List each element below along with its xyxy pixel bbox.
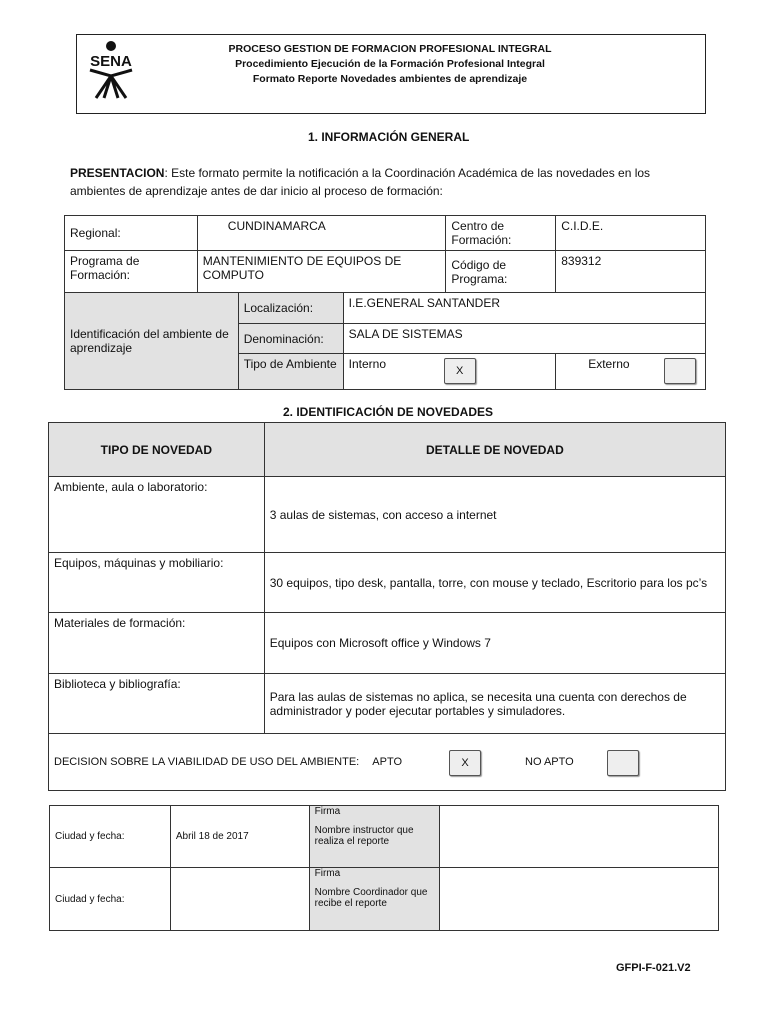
firma-label: Firma (314, 868, 341, 879)
tipo-ambiente-label: Tipo de Ambiente (238, 354, 343, 390)
detalle-cell: Equipos con Microsoft office y Windows 7 (264, 613, 725, 674)
programa-label: Programa de Formación: (65, 251, 198, 293)
decision-label: DECISION SOBRE LA VIABILIDAD DE USO DEL AMBIENTE: (54, 756, 360, 768)
denominacion-label: Denominación: (238, 324, 343, 354)
signature-table (49, 805, 719, 931)
externo-checkbox[interactable] (664, 358, 696, 384)
form-code: GFPI-F-021.V2 (616, 962, 691, 974)
logo-text: SENA (90, 53, 132, 70)
interno-checkbox[interactable]: X (444, 358, 476, 384)
section-2-title: 2. IDENTIFICACIÓN DE NOVEDADES (283, 405, 494, 419)
table-row (49, 674, 726, 734)
section-1-title: 1. INFORMACIÓN GENERAL (308, 130, 470, 144)
firma-coordinador-field[interactable] (439, 868, 719, 931)
ciudad-label: Ciudad y fecha: (50, 868, 171, 931)
centro-value: C.I.D.E. (556, 216, 706, 251)
sena-logo (82, 40, 140, 102)
nombre-instructor-label: Nombre instructor que realiza el reporte (314, 825, 414, 847)
codigo-label: Código de Programa: (446, 251, 556, 293)
ciudad-fecha-value: Abril 18 de 2017 (170, 806, 309, 868)
novedades-table (48, 422, 726, 791)
firma-label: Firma (314, 806, 341, 817)
firma-instructor-cell (309, 806, 439, 868)
ciudad-fecha-value (170, 868, 309, 931)
interno-cell (343, 354, 556, 390)
nombre-coordinador-label: Nombre Coordinador que recibe el reporte (314, 887, 428, 909)
firma-instructor-field[interactable] (439, 806, 719, 868)
apto-checkbox[interactable]: X (449, 750, 481, 776)
codigo-value: 839312 (556, 251, 706, 293)
externo-label: Externo (588, 357, 630, 371)
detalle-cell: 3 aulas de sistemas, con acceso a internet (264, 477, 725, 553)
centro-label: Centro de Formación: (446, 216, 556, 251)
tipo-cell: Materiales de formación: (49, 613, 265, 674)
col-tipo-header: TIPO DE NOVEDAD (49, 423, 265, 477)
header-line-3: Formato Reporte Novedades ambientes de aprendizaje (252, 73, 528, 85)
denominacion-value: SALA DE SISTEMAS (343, 324, 705, 354)
tipo-cell: Ambiente, aula o laboratorio: (49, 477, 265, 553)
presentation-label: PRESENTACION (70, 166, 165, 180)
table-row (49, 553, 726, 613)
general-info-table (64, 215, 706, 390)
ciudad-label: Ciudad y fecha: (50, 806, 171, 868)
apto-label: APTO (372, 756, 403, 768)
no-apto-checkbox[interactable] (607, 750, 639, 776)
firma-coordinador-cell (309, 868, 439, 931)
no-apto-label: NO APTO (525, 756, 574, 768)
detalle-cell: Para las aulas de sistemas no aplica, se necesita una cuenta con derechos de administrador y poder ejecutar portables y simuladores. (264, 674, 725, 734)
col-detalle-header: DETALLE DE NOVEDAD (264, 423, 725, 477)
programa-value: MANTENIMIENTO DE EQUIPOS DE COMPUTO (197, 251, 446, 293)
header-line-1: PROCESO GESTION DE FORMACION PROFESIONAL INTEGRAL (228, 43, 552, 55)
ident-label: Identificación del ambiente de aprendizaje (65, 293, 239, 390)
regional-label: Regional: (65, 216, 198, 251)
table-row (49, 613, 726, 674)
header-titles (190, 42, 590, 87)
decision-row (49, 734, 726, 791)
tipo-cell: Biblioteca y bibliografía: (49, 674, 265, 734)
tipo-cell: Equipos, máquinas y mobiliario: (49, 553, 265, 613)
regional-value: CUNDINAMARCA (197, 216, 446, 251)
externo-cell (556, 354, 706, 390)
presentation-text: : Este formato permite la notificación a la Coordinación Académica de las novedades en los ambientes de aprendizaje antes de dar inicio al proceso de formación: (70, 166, 651, 198)
table-row (49, 477, 726, 553)
header-line-2: Procedimiento Ejecución de la Formación Profesional Integral (235, 58, 545, 70)
presentation-paragraph (70, 164, 700, 200)
interno-label: Interno (348, 357, 386, 371)
localizacion-value: I.E.GENERAL SANTANDER (343, 293, 705, 324)
localizacion-label: Localización: (238, 293, 343, 324)
detalle-cell: 30 equipos, tipo desk, pantalla, torre, con mouse y teclado, Escritorio para los pc’s (264, 553, 725, 613)
